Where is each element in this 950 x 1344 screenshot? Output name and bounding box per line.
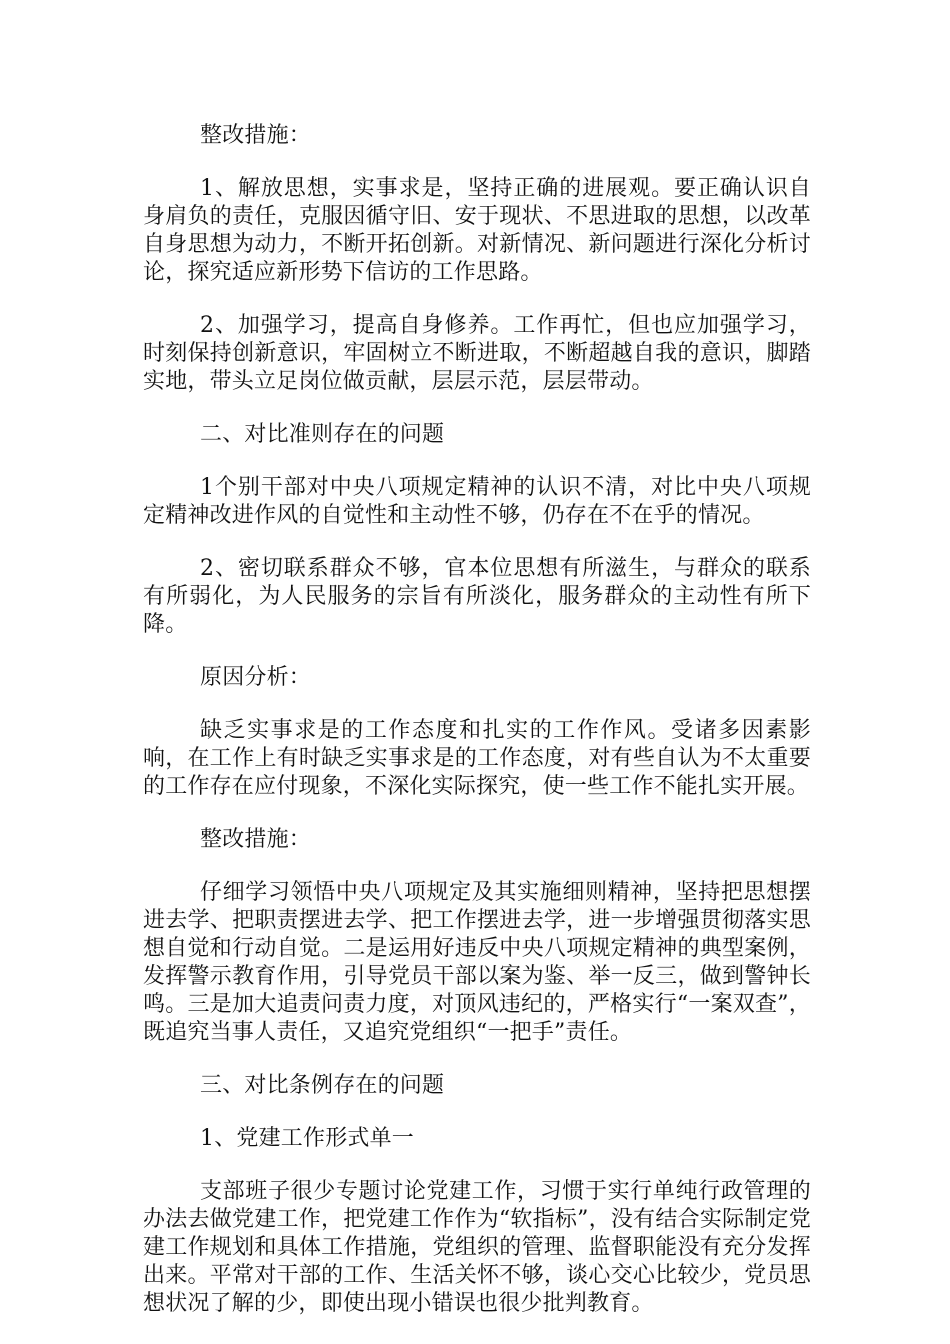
- heading-cause-analysis: 原因分析：: [200, 665, 312, 690]
- paragraph-strengthen-study: 2、加强学习，提高自身修养。工作再忙，但也应加强学习，时刻保持创新意识，牢固树立不断进取，不断超越自我的意识，脚踏实地，带头立足岗位做贡献，层层示范，层层带动。: [143, 313, 811, 394]
- paragraph-eight-regulations-awareness: 1个别干部对中央八项规定精神的认识不清，对比中央八项规定精神改进作风的自觉性和主动性不够，仍存在不在乎的情况。: [143, 475, 811, 528]
- paragraph-mass-connection: 2、密切联系群众不够，官本位思想有所滋生，与群众的联系有所弱化，为人民服务的宗旨有所淡化，服务群众的主动性有所下降。: [143, 556, 811, 637]
- heading-rectification-measures-1: 整改措施：: [200, 123, 312, 148]
- paragraph-emancipate-thinking: 1、解放思想，实事求是，坚持正确的进展观。要正确认识自身肩负的责任，克服因循守旧、安于现状、不思进取的思想，以改革自身思想为动力，不断开拓创新。对新情况、新问题进行深化分析讨论，探究适应新形势下信访的工作思路。: [143, 176, 811, 285]
- section-heading-regulations-issues: 三、对比条例存在的问题: [200, 1073, 445, 1098]
- subheading-party-building-form: 1、党建工作形式单一: [200, 1126, 414, 1151]
- section-heading-guidelines-issues: 二、对比准则存在的问题: [200, 422, 445, 447]
- document-body: [143, 122, 811, 1343]
- paragraph-branch-committee: 支部班子很少专题讨论党建工作，习惯于实行单纯行政管理的办法去做党建工作，把党建工作作为“软指标”，没有结合实际制定党建工作规划和具体工作措施，党组织的管理、监督职能没有充分发挥出来。平常对干部的工作、生活关怀不够，谈心交心比较少，党员思想状况了解的少，即使出现小错误也很少批判教育。: [143, 1179, 811, 1316]
- paragraph-study-regulations: 仔细学习领悟中央八项规定及其实施细则精神，坚持把思想摆进去学、把职责摆进去学、把工作摆进去学，进一步增强贯彻落实思想自觉和行动自觉。二是运用好违反中央八项规定精神的典型案例，发挥警示教育作用，引导党员干部以案为鉴、举一反三，做到警钟长鸣。三是加大追责问责力度，对顶风违纪的，严格实行“一案双查”，既追究当事人责任，又追究党组织“一把手”责任。: [143, 880, 811, 1045]
- heading-rectification-measures-2: 整改措施：: [200, 827, 312, 852]
- paragraph-work-attitude: 缺乏实事求是的工作态度和扎实的工作作风。受诸多因素影响，在工作上有时缺乏实事求是的工作态度，对有些自认为不太重要的工作存在应付现象，不深化实际探究，使一些工作不能扎实开展。: [143, 718, 811, 799]
